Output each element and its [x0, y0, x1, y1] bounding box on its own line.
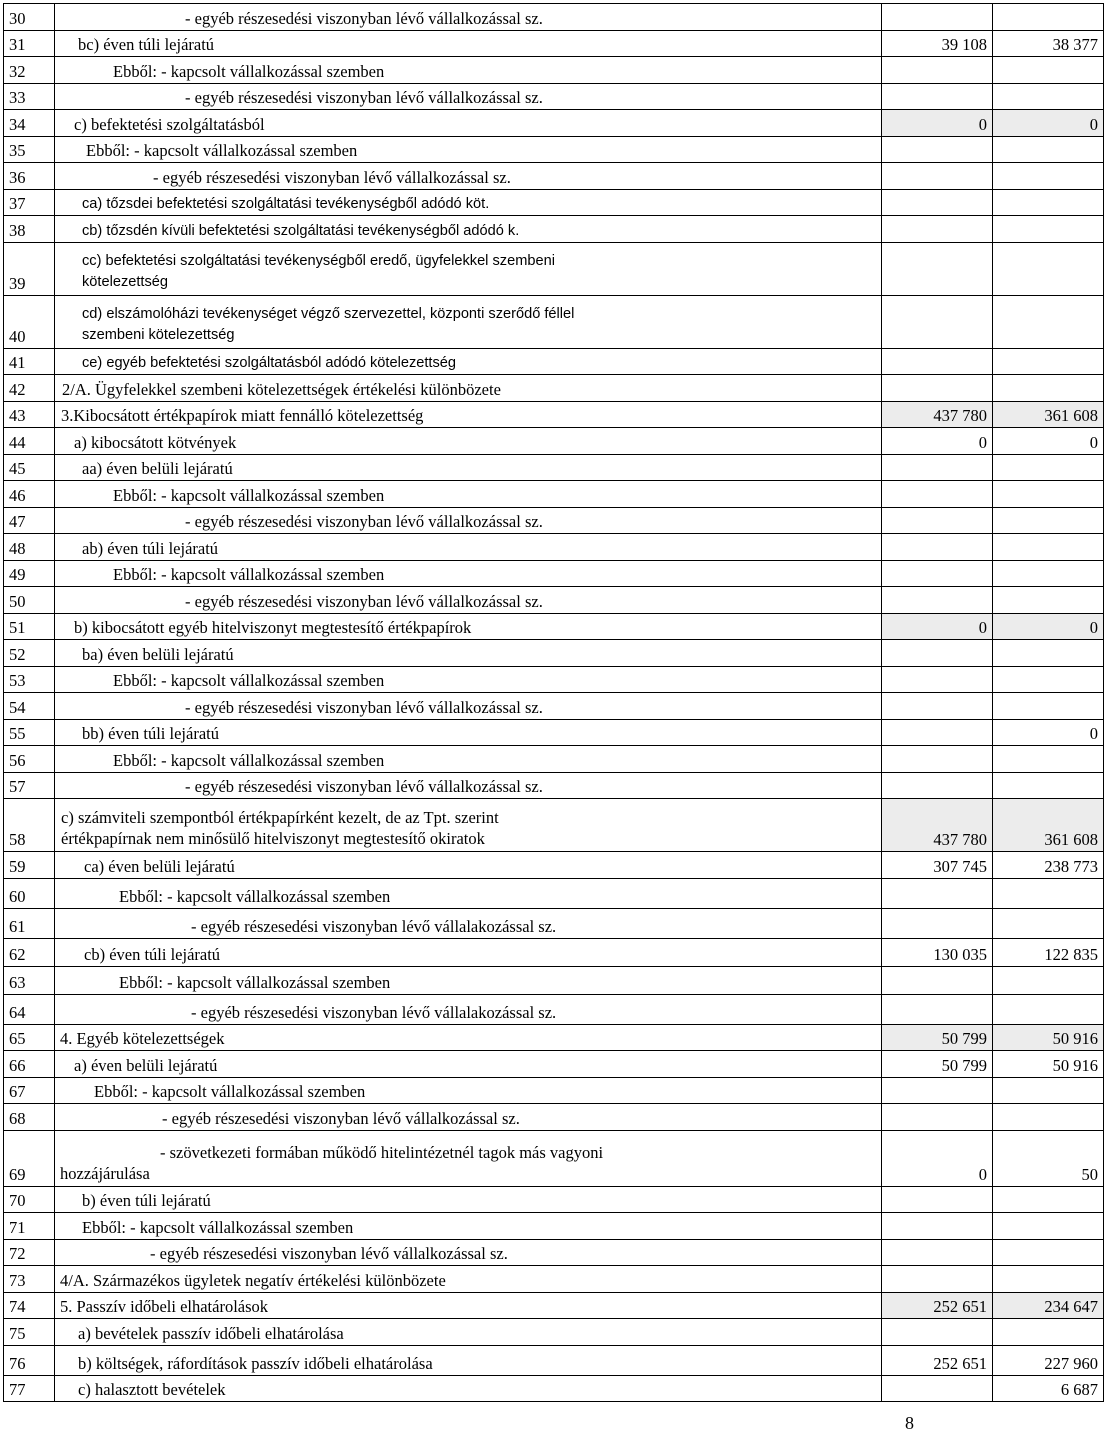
value-previous-year — [882, 1213, 993, 1240]
row-description — [55, 242, 882, 295]
table-row — [4, 348, 1104, 375]
row-number: 65 — [4, 1024, 55, 1051]
row-description: 4/A. Származékos ügyletek negatív értékelési különbözete — [55, 1266, 882, 1293]
row-number: 74 — [4, 1292, 55, 1319]
row-description-line-2: kötelezettség — [82, 273, 168, 290]
row-number: 49 — [4, 560, 55, 587]
value-current-year — [993, 1266, 1104, 1293]
value-current-year — [993, 481, 1104, 508]
value-current-year — [993, 136, 1104, 163]
row-description: - egyéb részesedési viszonyban lévő vállalakozással sz. — [55, 908, 882, 938]
value-current-year: 227 960 — [993, 1345, 1104, 1375]
row-number: 30 — [4, 4, 55, 31]
row-description: bc) éven túli lejáratú — [55, 30, 882, 57]
table-row — [4, 216, 1104, 243]
balance-sheet-body — [4, 4, 1104, 1402]
table-row — [4, 746, 1104, 773]
row-description: Ebből: - kapcsolt vállalkozással szemben — [55, 878, 882, 908]
row-number: 34 — [4, 110, 55, 137]
row-description — [55, 295, 882, 348]
row-description: - egyéb részesedési viszonyban lévő vállalakozással sz. — [55, 994, 882, 1024]
row-description-line-1: cc) befektetési szolgáltatási tevékenységből eredő, ügyfelekkel szembeni — [82, 252, 555, 269]
table-row — [4, 507, 1104, 534]
row-description: aa) éven belüli lejáratú — [55, 454, 882, 481]
table-row — [4, 1213, 1104, 1240]
row-number: 46 — [4, 481, 55, 508]
value-current-year — [993, 666, 1104, 693]
row-description-line-2: értékpapírnak nem minősülő hitelviszonyt megtestesítő okiratok — [61, 829, 485, 848]
row-description: - egyéb részesedési viszonyban lévő vállalkozással sz. — [55, 163, 882, 190]
row-description: Ebből: - kapcsolt vállalkozással szemben — [55, 1077, 882, 1104]
row-description: cb) éven túli lejáratú — [55, 938, 882, 966]
value-current-year — [993, 507, 1104, 534]
table-row — [4, 878, 1104, 908]
row-description: bb) éven túli lejáratú — [55, 719, 882, 746]
value-current-year: 361 608 — [993, 799, 1104, 852]
row-number: 50 — [4, 587, 55, 614]
table-row — [4, 587, 1104, 614]
value-previous-year: 437 780 — [882, 799, 993, 852]
table-row — [4, 640, 1104, 667]
row-description: a) éven belüli lejáratú — [55, 1051, 882, 1078]
table-row — [4, 481, 1104, 508]
row-number: 35 — [4, 136, 55, 163]
row-description: a) kibocsátott kötvények — [55, 428, 882, 455]
value-previous-year — [882, 994, 993, 1024]
table-row — [4, 938, 1104, 966]
value-current-year — [993, 454, 1104, 481]
table-row — [4, 242, 1104, 295]
value-previous-year — [882, 1104, 993, 1131]
row-description: ab) éven túli lejáratú — [55, 534, 882, 561]
value-previous-year — [882, 1319, 993, 1346]
table-row — [4, 1239, 1104, 1266]
value-current-year: 6 687 — [993, 1375, 1104, 1402]
table-row — [4, 1024, 1104, 1051]
table-row — [4, 799, 1104, 852]
row-number: 71 — [4, 1213, 55, 1240]
value-previous-year — [882, 719, 993, 746]
row-description: Ebből: - kapcsolt vállalkozással szemben — [55, 666, 882, 693]
table-row — [4, 163, 1104, 190]
value-previous-year — [882, 1186, 993, 1213]
value-previous-year: 252 651 — [882, 1345, 993, 1375]
row-description: - egyéb részesedési viszonyban lévő vállalkozással sz. — [55, 772, 882, 799]
value-current-year: 50 916 — [993, 1051, 1104, 1078]
row-number: 32 — [4, 57, 55, 84]
row-description: c) halasztott bevételek — [55, 1375, 882, 1402]
table-row — [4, 666, 1104, 693]
row-description: Ebből: - kapcsolt vállalkozással szemben — [55, 966, 882, 994]
value-previous-year — [882, 772, 993, 799]
table-row — [4, 1077, 1104, 1104]
table-row — [4, 110, 1104, 137]
row-description: 3.Kibocsátott értékpapírok miatt fennálló kötelezettség — [55, 401, 882, 428]
row-description: ce) egyéb befektetési szolgáltatásból adódó kötelezettség — [55, 348, 882, 375]
value-previous-year: 437 780 — [882, 401, 993, 428]
value-previous-year — [882, 375, 993, 402]
table-row — [4, 693, 1104, 720]
row-number: 68 — [4, 1104, 55, 1131]
row-number: 66 — [4, 1051, 55, 1078]
row-number: 40 — [4, 295, 55, 348]
row-number: 48 — [4, 534, 55, 561]
value-current-year — [993, 1319, 1104, 1346]
value-current-year: 0 — [993, 719, 1104, 746]
value-current-year — [993, 560, 1104, 587]
row-description: Ebből: - kapcsolt vállalkozással szemben — [55, 560, 882, 587]
row-description-line-1: - szövetkezeti formában működő hitelintézetnél tagok más vagyoni — [160, 1142, 604, 1162]
table-row — [4, 908, 1104, 938]
value-current-year — [993, 295, 1104, 348]
value-current-year: 50 — [993, 1130, 1104, 1186]
row-number: 41 — [4, 348, 55, 375]
row-description: 5. Passzív időbeli elhatárolások — [55, 1292, 882, 1319]
value-previous-year: 0 — [882, 110, 993, 137]
table-row — [4, 852, 1104, 879]
row-description: ca) éven belüli lejáratú — [55, 852, 882, 879]
row-number: 53 — [4, 666, 55, 693]
row-description: b) éven túli lejáratú — [55, 1186, 882, 1213]
value-previous-year — [882, 908, 993, 938]
value-previous-year — [882, 189, 993, 216]
table-row — [4, 1266, 1104, 1293]
balance-sheet-table — [3, 3, 1104, 1402]
table-row — [4, 560, 1104, 587]
value-previous-year — [882, 57, 993, 84]
row-number: 54 — [4, 693, 55, 720]
value-current-year — [993, 216, 1104, 243]
table-row — [4, 966, 1104, 994]
row-description-line-2: hozzájárulása — [60, 1163, 150, 1183]
table-row — [4, 136, 1104, 163]
table-row — [4, 772, 1104, 799]
value-previous-year — [882, 507, 993, 534]
value-current-year: 0 — [993, 110, 1104, 137]
value-current-year — [993, 163, 1104, 190]
table-row — [4, 1186, 1104, 1213]
value-current-year — [993, 534, 1104, 561]
row-number: 38 — [4, 216, 55, 243]
value-previous-year — [882, 136, 993, 163]
row-description: ba) éven belüli lejáratú — [55, 640, 882, 667]
table-row — [4, 401, 1104, 428]
value-current-year: 361 608 — [993, 401, 1104, 428]
value-previous-year: 50 799 — [882, 1051, 993, 1078]
row-number: 57 — [4, 772, 55, 799]
row-description: - egyéb részesedési viszonyban lévő vállalkozással sz. — [55, 83, 882, 110]
row-number: 51 — [4, 613, 55, 640]
row-description: - egyéb részesedési viszonyban lévő vállalkozással sz. — [55, 587, 882, 614]
row-number: 52 — [4, 640, 55, 667]
row-description: - egyéb részesedési viszonyban lévő vállalkozással sz. — [55, 507, 882, 534]
value-previous-year — [882, 348, 993, 375]
row-number: 72 — [4, 1239, 55, 1266]
table-row — [4, 534, 1104, 561]
table-row — [4, 994, 1104, 1024]
row-number: 75 — [4, 1319, 55, 1346]
value-current-year — [993, 375, 1104, 402]
table-row — [4, 30, 1104, 57]
row-number: 37 — [4, 189, 55, 216]
value-current-year: 0 — [993, 428, 1104, 455]
value-previous-year: 50 799 — [882, 1024, 993, 1051]
value-current-year: 38 377 — [993, 30, 1104, 57]
row-number: 55 — [4, 719, 55, 746]
value-previous-year — [882, 560, 993, 587]
table-row — [4, 1130, 1104, 1186]
row-number: 76 — [4, 1345, 55, 1375]
value-current-year — [993, 994, 1104, 1024]
row-description: Ebből: - kapcsolt vállalkozással szemben — [55, 57, 882, 84]
table-row — [4, 1345, 1104, 1375]
value-current-year — [993, 1186, 1104, 1213]
value-current-year: 122 835 — [993, 938, 1104, 966]
row-description: 2/A. Ügyfelekkel szembeni kötelezettségek értékelési különbözete — [55, 375, 882, 402]
value-previous-year: 0 — [882, 613, 993, 640]
value-previous-year — [882, 534, 993, 561]
value-current-year — [993, 966, 1104, 994]
table-row — [4, 428, 1104, 455]
row-description — [55, 799, 882, 852]
row-description: b) kibocsátott egyéb hitelviszonyt megtestesítő értékpapírok — [55, 613, 882, 640]
value-previous-year: 0 — [882, 1130, 993, 1186]
row-number: 36 — [4, 163, 55, 190]
row-number: 70 — [4, 1186, 55, 1213]
value-previous-year: 307 745 — [882, 852, 993, 879]
value-previous-year — [882, 693, 993, 720]
row-description: Ebből: - kapcsolt vállalkozással szemben — [55, 746, 882, 773]
value-previous-year — [882, 666, 993, 693]
value-previous-year: 252 651 — [882, 1292, 993, 1319]
row-description: - egyéb részesedési viszonyban lévő vállalkozással sz. — [55, 1104, 882, 1131]
value-current-year: 0 — [993, 613, 1104, 640]
row-number: 47 — [4, 507, 55, 534]
value-previous-year — [882, 878, 993, 908]
value-current-year: 234 647 — [993, 1292, 1104, 1319]
row-number: 33 — [4, 83, 55, 110]
value-previous-year — [882, 1375, 993, 1402]
value-current-year — [993, 772, 1104, 799]
row-number: 58 — [4, 799, 55, 852]
value-current-year — [993, 587, 1104, 614]
value-current-year — [993, 348, 1104, 375]
row-description: Ebből: - kapcsolt vállalkozással szemben — [55, 1213, 882, 1240]
value-current-year — [993, 242, 1104, 295]
value-previous-year — [882, 454, 993, 481]
value-previous-year — [882, 1266, 993, 1293]
value-current-year — [993, 693, 1104, 720]
row-description: - egyéb részesedési viszonyban lévő vállalkozással sz. — [55, 693, 882, 720]
row-number: 73 — [4, 1266, 55, 1293]
value-previous-year: 0 — [882, 428, 993, 455]
value-current-year — [993, 878, 1104, 908]
value-previous-year — [882, 83, 993, 110]
row-number: 62 — [4, 938, 55, 966]
row-number: 39 — [4, 242, 55, 295]
value-previous-year — [882, 966, 993, 994]
value-current-year: 50 916 — [993, 1024, 1104, 1051]
table-row — [4, 1292, 1104, 1319]
table-row — [4, 613, 1104, 640]
row-description: b) költségek, ráfordítások passzív időbeli elhatárolása — [55, 1345, 882, 1375]
table-row — [4, 4, 1104, 31]
row-description: Ebből: - kapcsolt vállalkozással szemben — [55, 136, 882, 163]
row-number: 69 — [4, 1130, 55, 1186]
value-previous-year — [882, 481, 993, 508]
row-number: 60 — [4, 878, 55, 908]
value-previous-year — [882, 163, 993, 190]
value-previous-year — [882, 640, 993, 667]
table-row — [4, 295, 1104, 348]
page-number: 8 — [905, 1413, 914, 1433]
row-number: 64 — [4, 994, 55, 1024]
value-current-year — [993, 189, 1104, 216]
row-description: ca) tőzsdei befektetési szolgáltatási tevékenységből adódó köt. — [55, 189, 882, 216]
value-previous-year: 130 035 — [882, 938, 993, 966]
row-number: 77 — [4, 1375, 55, 1402]
row-number: 61 — [4, 908, 55, 938]
value-previous-year — [882, 1239, 993, 1266]
table-row — [4, 454, 1104, 481]
value-current-year — [993, 1104, 1104, 1131]
value-previous-year: 39 108 — [882, 30, 993, 57]
value-previous-year — [882, 216, 993, 243]
table-row — [4, 375, 1104, 402]
value-current-year — [993, 83, 1104, 110]
row-description — [55, 1130, 882, 1186]
table-row — [4, 1375, 1104, 1402]
value-previous-year — [882, 746, 993, 773]
row-number: 63 — [4, 966, 55, 994]
value-current-year — [993, 908, 1104, 938]
value-current-year — [993, 640, 1104, 667]
row-number: 56 — [4, 746, 55, 773]
row-number: 42 — [4, 375, 55, 402]
row-description: Ebből: - kapcsolt vállalkozással szemben — [55, 481, 882, 508]
value-current-year — [993, 1213, 1104, 1240]
value-current-year: 238 773 — [993, 852, 1104, 879]
row-description-line-2: szembeni kötelezettség — [82, 326, 235, 343]
row-number: 59 — [4, 852, 55, 879]
row-number: 45 — [4, 454, 55, 481]
row-number: 44 — [4, 428, 55, 455]
table-row — [4, 719, 1104, 746]
value-current-year — [993, 746, 1104, 773]
value-current-year — [993, 1239, 1104, 1266]
row-description: cb) tőzsdén kívüli befektetési szolgáltatási tevékenységből adódó k. — [55, 216, 882, 243]
table-row — [4, 57, 1104, 84]
table-row — [4, 189, 1104, 216]
value-current-year — [993, 1077, 1104, 1104]
row-description: - egyéb részesedési viszonyban lévő vállalkozással sz. — [55, 4, 882, 31]
value-previous-year — [882, 295, 993, 348]
row-number: 31 — [4, 30, 55, 57]
value-previous-year — [882, 242, 993, 295]
row-description-line-1: c) számviteli szempontból értékpapírként kezelt, de az Tpt. szerint — [61, 808, 499, 827]
value-current-year — [993, 57, 1104, 84]
value-previous-year — [882, 587, 993, 614]
row-description: c) befektetési szolgáltatásból — [55, 110, 882, 137]
table-row — [4, 1104, 1104, 1131]
row-description: 4. Egyéb kötelezettségek — [55, 1024, 882, 1051]
value-previous-year — [882, 4, 993, 31]
row-description: a) bevételek passzív időbeli elhatárolása — [55, 1319, 882, 1346]
row-number: 43 — [4, 401, 55, 428]
row-description: - egyéb részesedési viszonyban lévő vállalkozással sz. — [55, 1239, 882, 1266]
value-previous-year — [882, 1077, 993, 1104]
table-row — [4, 1319, 1104, 1346]
row-number: 67 — [4, 1077, 55, 1104]
table-row — [4, 83, 1104, 110]
table-row — [4, 1051, 1104, 1078]
value-current-year — [993, 4, 1104, 31]
row-description-line-1: cd) elszámolóházi tevékenységet végző szervezettel, központi szerődő féllel — [82, 305, 575, 322]
